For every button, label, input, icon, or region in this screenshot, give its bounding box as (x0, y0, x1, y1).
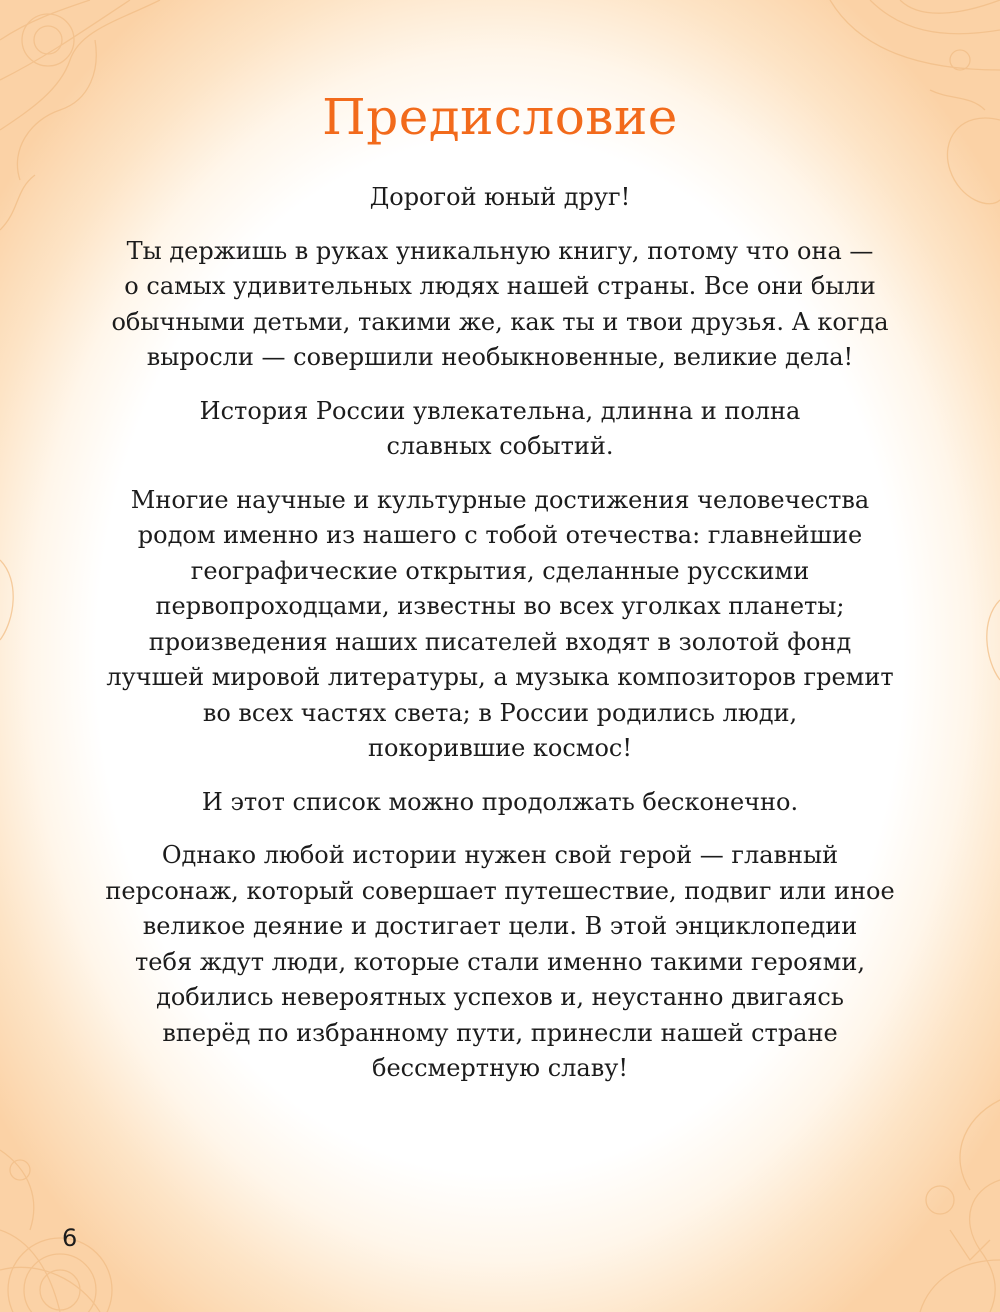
paragraph-list (80, 785, 920, 821)
text-line: славных событий. (386, 432, 614, 460)
text-line: бессмертную славу! (372, 1054, 628, 1082)
text-line: Ты держишь в руках уникальную книгу, потому что она — (126, 236, 874, 265)
text-line: персонаж, который совершает путешествие, подвиг или иное (105, 876, 895, 905)
text-line: о самых удивительных людях нашей страны. Все они были (124, 272, 876, 300)
text-line: покорившие космос! (368, 734, 632, 762)
text-line: географические открытия, сделанные русскими (190, 556, 810, 585)
paragraph-heroes (80, 838, 920, 1087)
text-line: обычными детьми, такими же, как ты и твои друзья. А когда (111, 307, 889, 336)
paragraph-intro (80, 234, 920, 376)
text-line: Многие научные и культурные достижения человечества (130, 485, 870, 514)
preface-text (80, 180, 920, 1105)
text-line: во всех частях света; в России родились люди, (202, 698, 798, 727)
text-line: вперёд по избранному пути, принесли нашей стране (162, 1018, 838, 1047)
text-line: тебя ждут люди, которые стали именно такими героями, (135, 947, 865, 976)
text-line: выросли — совершили необыкновенные, великие дела! (146, 343, 854, 371)
text-line: добились невероятных успехов и, неустанно двигаясь (156, 983, 844, 1011)
paragraph-achievements (80, 483, 920, 767)
page-title: Предисловие (322, 88, 678, 146)
paragraph-history (80, 394, 920, 465)
text-line: История России увлекательна, длинна и полна (199, 396, 801, 425)
text-line: произведения наших писателей входят в золотой фонд (148, 627, 852, 656)
text-line: родом именно из нашего с тобой отечества: главнейшие (137, 521, 863, 549)
text-line: Однако любой истории нужен свой герой — главный (161, 841, 839, 869)
page-number: 6 (62, 1224, 78, 1252)
text-line: Дорогой юный друг! (369, 183, 631, 211)
text-line: лучшей мировой литературы, а музыка композиторов гремит (106, 663, 894, 691)
text-line: великое деяние и достигает цели. В этой энциклопедии (142, 912, 858, 940)
text-line: первопроходцами, известны во всех уголках планеты; (155, 592, 845, 620)
paragraph-greeting (80, 180, 920, 216)
text-line: И этот список можно продолжать бесконечно. (201, 787, 799, 816)
